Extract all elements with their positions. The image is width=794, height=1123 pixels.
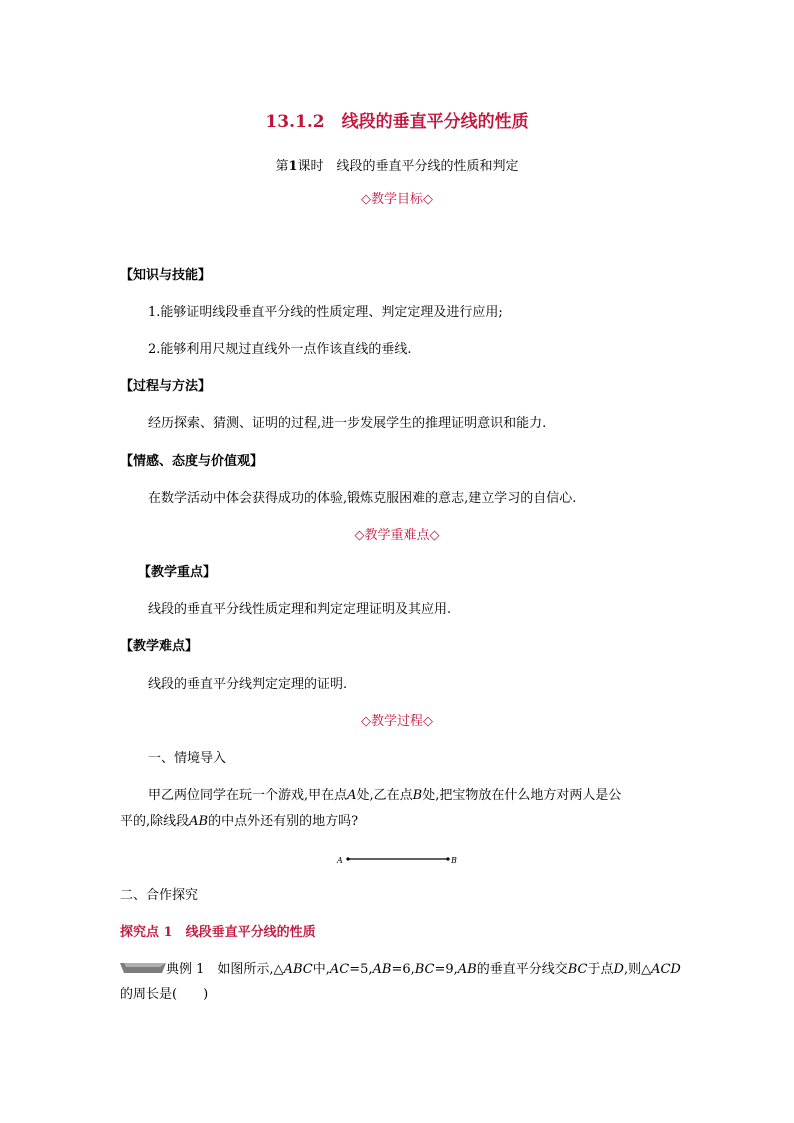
segment-ab-figure: [330, 850, 470, 870]
lesson-subtitle: [0, 155, 794, 174]
point-b-label: B: [412, 788, 423, 803]
lesson-prefix: 第: [275, 159, 289, 174]
knowledge-item-2: 2.能够利用尺规过直线外一点作该直线的垂线.: [148, 342, 412, 357]
example-label: 典例 1: [166, 962, 205, 977]
point-a: [346, 857, 349, 860]
knowledge-item-1: 1.能够证明线段垂直平分线的性质定理、判定定理及进行应用;: [148, 305, 503, 320]
emotion-header: 【情感、态度与价值观】: [120, 454, 264, 469]
focus-text: 线段的垂直平分线性质定理和判定定理证明及其应用.: [148, 602, 452, 617]
focus-header: 【教学重点】: [138, 565, 217, 580]
point-b: [446, 857, 449, 860]
example-line-1: 典例 1 如图所示,△ABC中,AC=5,AB=6,BC=9,AB的垂直平分线交BC于点D,则△ACD: [166, 962, 681, 977]
lesson-title: 线段的垂直平分线的性质和判定: [336, 159, 519, 174]
goals-header: ◇教学目标◇: [361, 192, 433, 207]
process-header: 【过程与方法】: [120, 379, 212, 394]
example-line-2: 的周长是( ): [120, 987, 209, 1002]
process-text: 经历探索、猜测、证明的过程,进一步发展学生的推理证明意识和能力.: [148, 416, 547, 431]
lesson-number: 1: [288, 159, 298, 174]
example-banner-icon: [120, 961, 168, 975]
explore-header: 探究点 1 线段垂直平分线的性质: [120, 925, 316, 940]
point-a-label: A: [347, 788, 357, 803]
intro-paragraph-line-1: 甲乙两位同学在玩一个游戏,甲在点A处,乙在点B处,把宝物放在什么地方对两人是公: [148, 788, 622, 803]
emotion-text: 在数学活动中体会获得成功的体验,锻炼克服困难的意志,建立学习的自信心.: [148, 491, 577, 506]
knowledge-header: 【知识与技能】: [120, 268, 212, 283]
difficulty-header: 【教学难点】: [120, 639, 199, 654]
process2-header: ◇教学过程◇: [361, 714, 433, 729]
lesson-suffix: 课时: [297, 159, 324, 174]
difficulty-text: 线段的垂直平分线判定定理的证明.: [148, 677, 348, 692]
intro-header: 一、情境导入: [148, 751, 227, 766]
figure-label-a: A: [337, 856, 343, 865]
segment-ab-label: AB: [189, 814, 209, 829]
page-title: 13.1.2 线段的垂直平分线的性质: [265, 112, 529, 132]
figure-label-b: B: [451, 856, 457, 865]
intro-paragraph-line-2: 平的,除线段AB的中点外还有别的地方吗?: [120, 814, 359, 829]
coop-header: 二、合作探究: [120, 888, 199, 903]
key-header: ◇教学重难点◇: [354, 528, 440, 543]
